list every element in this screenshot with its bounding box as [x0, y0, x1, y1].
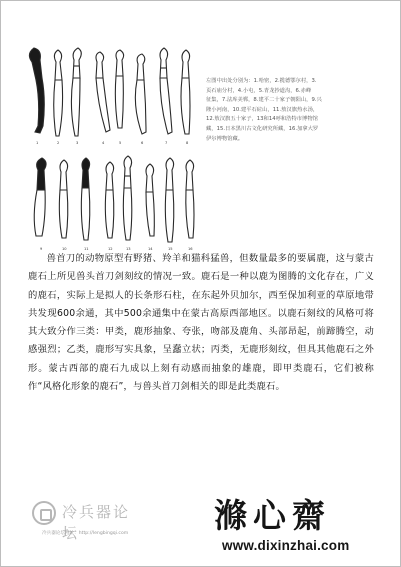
knife-number-15: 15	[168, 247, 173, 251]
knife-number-6: 6	[141, 141, 144, 145]
site-url[interactable]: www.dixinzhai.com	[222, 538, 350, 553]
knife-13-drawing	[123, 156, 131, 240]
knife-number-16: 16	[188, 247, 193, 251]
knife-number-14: 14	[148, 247, 153, 251]
seal-icon	[32, 501, 56, 525]
article-paragraph: 兽首刀的动物原型有野猪、羚羊和猫科猛兽，但数量最多的要属鹿，这与蒙古鹿石上所见兽头首刀剑刻纹的情况一致。鹿石是一种以鹿为图腾的文化存在，广义的鹿石，实际上是拟人的长条形石柱，在东起外贝加尔，西至保加利亚的草原地带共发现600余通，其中500余通集中在蒙古高原西部地区。以鹿石刻纹的风格可将其大致分作三类：甲类，鹿形抽象、夸张，吻部及鹿角、头部昂起，前蹄腾空，动感强烈；乙类，鹿形写实具象，呈蠢立状；丙类，无鹿形刻纹，但具其他鹿石之外形。蒙古西部的鹿石九成以上刻有动感而抽象的雄鹿，即甲类鹿石，它们被称作“风格化形象的鹿石”，与兽头首刀剑相关的即是此类鹿石。	[28, 253, 374, 393]
site-name: 滌心齋	[214, 496, 331, 535]
caption-line: 藏，15.日本黑川古文化研究所藏，16.加拿大罗	[206, 125, 319, 132]
knife-15-drawing	[165, 158, 173, 242]
caption-line: 12.敖汉旗五十家子，13和14呼和浩特市博物馆	[206, 116, 318, 123]
knife-11-drawing	[81, 158, 89, 240]
knife-4-drawing	[96, 52, 110, 132]
knife-number-11: 11	[84, 247, 89, 251]
knife-6-drawing	[135, 54, 146, 134]
knife-9-drawing	[34, 158, 46, 236]
knife-number-2: 2	[57, 141, 60, 145]
forum-name: 冷兵器论坛	[62, 503, 131, 542]
knife-figure	[22, 40, 200, 255]
knife-7-drawing	[160, 48, 172, 134]
knife-number-7: 7	[165, 141, 168, 145]
knife-8-drawing	[181, 50, 190, 134]
caption-line: 征集，7.法库美郸，8.建平二十家子朝阳山，9.兴	[206, 97, 322, 104]
knife-number-8: 8	[186, 141, 189, 145]
knife-16-drawing	[186, 160, 194, 238]
knife-number-9: 9	[40, 247, 43, 251]
knife-5-drawing	[115, 50, 123, 128]
knife-number-4: 4	[102, 141, 105, 145]
knife-3-drawing	[71, 48, 81, 136]
knife-number-3: 3	[76, 141, 79, 145]
figure-caption	[206, 77, 361, 144]
knife-number-1: 1	[36, 141, 39, 145]
knife-12-drawing	[105, 162, 113, 238]
knife-number-12: 12	[108, 247, 113, 251]
knife-number-10: 10	[62, 247, 67, 251]
knife-number-5: 5	[119, 141, 122, 145]
caption-line: 页石庙分村，4.小屯，5.青龙抄道沟，6.赤峰	[206, 87, 312, 94]
knife-2-drawing	[54, 50, 63, 136]
caption-line: 隆小河南，10.建平石砬山，11.敖汉旗热水汤，	[206, 106, 319, 113]
caption-line: 伊尔博物馆藏。	[206, 135, 244, 142]
knife-14-drawing	[146, 164, 154, 236]
forum-url[interactable]: 冷兵器论坛网址：http://lengbingqi.com	[42, 531, 129, 536]
caption-line: 左图中出处分别为：1.哈密，2.揽德鄂尔村，3.	[206, 78, 317, 84]
knife-10-drawing	[59, 160, 67, 238]
knife-1-drawing	[29, 48, 44, 133]
knife-number-13: 13	[126, 247, 131, 251]
